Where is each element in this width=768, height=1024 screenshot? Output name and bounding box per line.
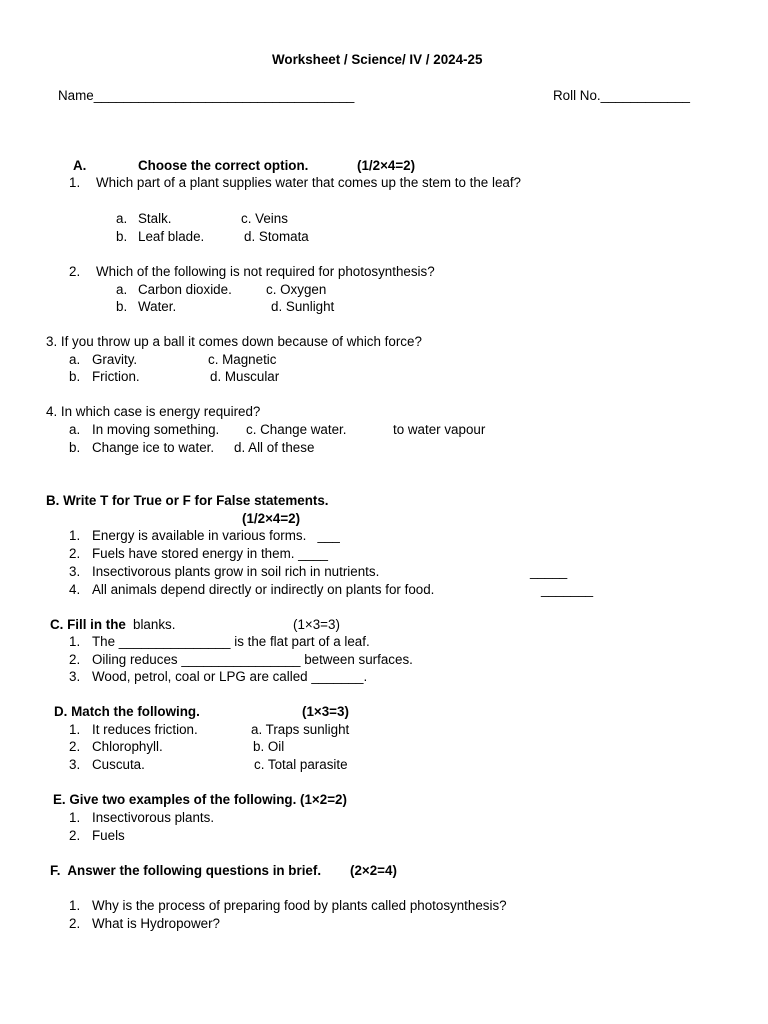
match-right: b. Oil — [253, 739, 285, 754]
question-text: 3. If you throw up a ball it comes down because of which force? — [46, 334, 422, 349]
option-text: Friction. — [92, 369, 140, 384]
section-f-marks: (2×2=4) — [350, 863, 397, 878]
item-number: 2. — [69, 916, 81, 931]
worksheet-title: Worksheet / Science/ IV / 2024-25 — [272, 52, 483, 67]
item-number: 1. — [69, 810, 81, 825]
option-letter: a. — [69, 422, 81, 437]
statement-text: All animals depend directly or indirectly on plants for food. — [92, 582, 435, 597]
option-text: d. Muscular — [210, 369, 280, 384]
item-number: 2. — [69, 828, 81, 843]
option-text: c. Change water. — [246, 422, 347, 437]
option-text: Leaf blade. — [138, 229, 205, 244]
option-text: Change ice to water. — [92, 440, 215, 455]
question-text: 4. In which case is energy required? — [46, 404, 261, 419]
option-text: to water vapour — [393, 422, 486, 437]
question-text: What is Hydropower? — [92, 916, 221, 931]
section-c-heading: C. Fill in the — [50, 617, 126, 632]
option-letter: b. — [116, 299, 128, 314]
question-text: Which of the following is not required for photosynthesis? — [96, 264, 435, 279]
section-c-marks: (1×3=3) — [293, 617, 340, 632]
option-letter: b. — [69, 440, 81, 455]
option-letter: a. — [116, 282, 128, 297]
section-d-marks: (1×3=3) — [302, 704, 349, 719]
statement-text: Energy is available in various forms. ___ — [92, 528, 340, 543]
question-text: Why is the process of preparing food by plants called photosynthesis? — [92, 898, 507, 913]
fill-blank-text: Wood, petrol, coal or LPG are called _______. — [92, 669, 368, 684]
roll-number-field: Roll No.____________ — [553, 88, 690, 103]
fill-blank-text: The _______________ is the flat part of a leaf. — [92, 634, 370, 649]
option-text: c. Magnetic — [208, 352, 277, 367]
section-c-heading-rest: blanks. — [133, 617, 176, 632]
answer-blank: _____ — [530, 564, 568, 579]
example-topic: Fuels — [92, 828, 125, 843]
fill-blank-text: Oiling reduces ________________ between surfaces. — [92, 652, 413, 667]
question-number: 1. — [69, 175, 81, 190]
section-b-heading: B. Write T for True or F for False statements. — [46, 493, 329, 508]
item-number: 3. — [69, 757, 81, 772]
match-right: c. Total parasite — [254, 757, 348, 772]
item-number: 2. — [69, 652, 81, 667]
option-text: Carbon dioxide. — [138, 282, 232, 297]
answer-blank: _______ — [541, 582, 594, 597]
match-right: a. Traps sunlight — [251, 722, 350, 737]
option-text: c. Oxygen — [266, 282, 327, 297]
item-number: 1. — [69, 898, 81, 913]
option-text: In moving something. — [92, 422, 220, 437]
section-b-marks: (1/2×4=2) — [242, 511, 301, 526]
option-text: Stalk. — [138, 211, 172, 226]
item-number: 1. — [69, 634, 81, 649]
option-letter: b. — [116, 229, 128, 244]
statement-text: Fuels have stored energy in them. ____ — [92, 546, 328, 561]
section-e-heading: E. Give two examples of the following. (1×2=2) — [53, 792, 347, 807]
option-letter: a. — [69, 352, 81, 367]
option-text: d. Stomata — [244, 229, 309, 244]
option-text: Gravity. — [92, 352, 138, 367]
item-number: 2. — [69, 546, 81, 561]
section-a-marks: (1/2×4=2) — [357, 158, 416, 173]
section-a-heading: Choose the correct option. — [138, 158, 309, 173]
match-left: Chlorophyll. — [92, 739, 163, 754]
item-number: 4. — [69, 582, 81, 597]
question-text: Which part of a plant supplies water that comes up the stem to the leaf? — [96, 175, 522, 190]
item-number: 2. — [69, 739, 81, 754]
option-text: d. Sunlight — [271, 299, 335, 314]
question-number: 2. — [69, 264, 81, 279]
item-number: 3. — [69, 564, 81, 579]
option-text: c. Veins — [241, 211, 288, 226]
name-field: Name___________________________________ — [58, 88, 355, 103]
option-letter: b. — [69, 369, 81, 384]
option-letter: a. — [116, 211, 128, 226]
option-text: d. All of these — [234, 440, 315, 455]
section-d-heading: D. Match the following. — [54, 704, 200, 719]
option-text: Water. — [138, 299, 177, 314]
item-number: 1. — [69, 528, 81, 543]
match-left: Cuscuta. — [92, 757, 145, 772]
match-left: It reduces friction. — [92, 722, 198, 737]
example-topic: Insectivorous plants. — [92, 810, 215, 825]
item-number: 1. — [69, 722, 81, 737]
statement-text: Insectivorous plants grow in soil rich in nutrients. — [92, 564, 380, 579]
item-number: 3. — [69, 669, 81, 684]
section-a-letter: A. — [73, 158, 87, 173]
section-f-heading: F. Answer the following questions in brief. — [50, 863, 322, 878]
